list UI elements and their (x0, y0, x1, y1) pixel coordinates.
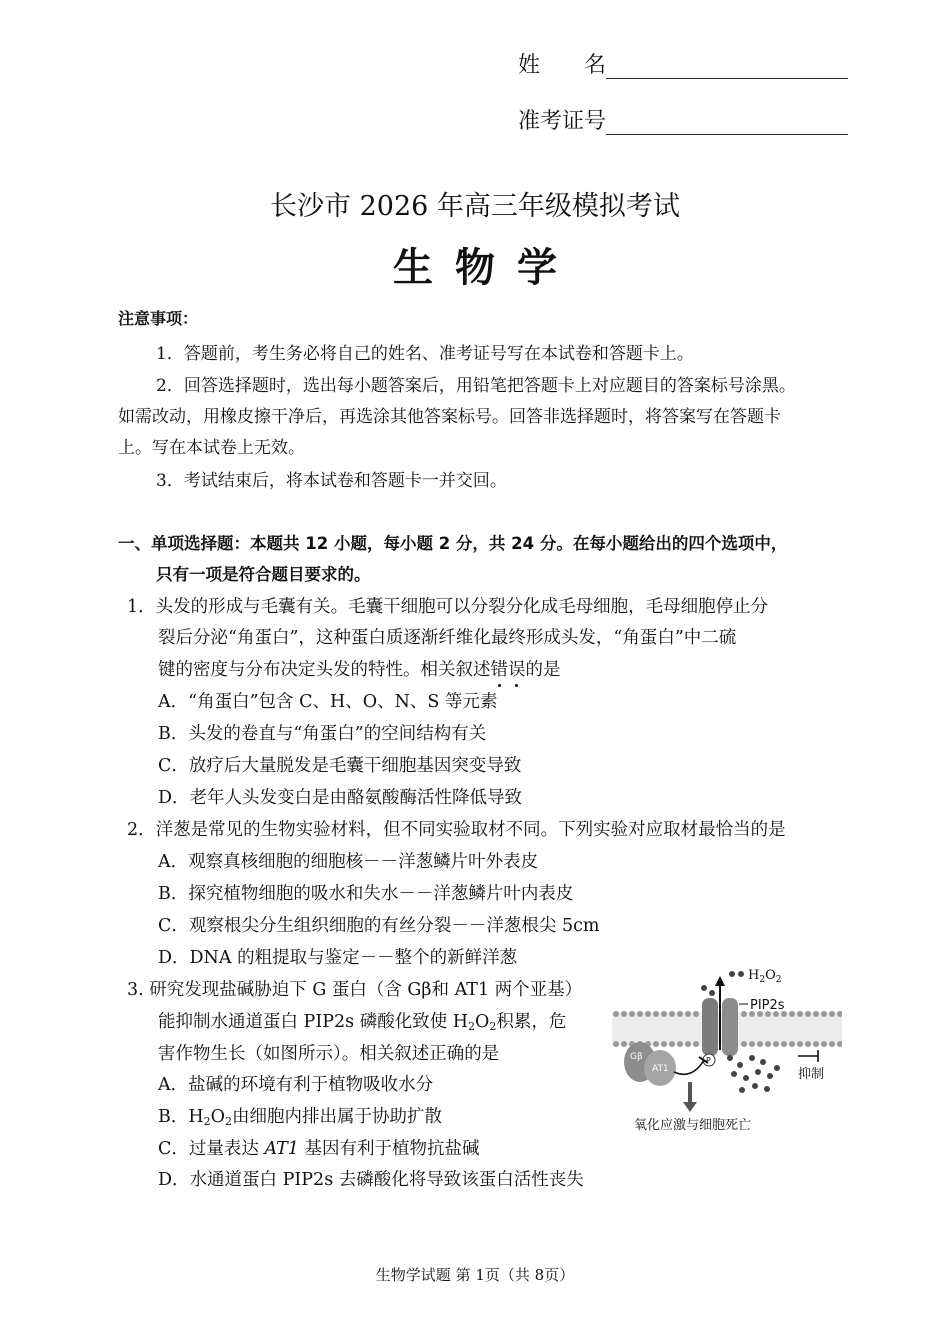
name-blank[interactable] (606, 58, 848, 79)
q3-b-post: 由细胞内排出属于协助扩散 (231, 1107, 442, 1127)
legend-inhibit-label: 抑制 (798, 1067, 825, 1082)
q3-option-b (158, 1103, 442, 1128)
q2-option-b: B．探究植物细胞的吸水和失水－－洋葱鳞片叶内表皮 (158, 884, 574, 904)
phosphate-label: P (706, 1056, 711, 1065)
q3-line2-sub1: 2 (468, 1020, 476, 1033)
inhibition-curve (674, 1060, 704, 1074)
q3-line2-pre: 能抑制水通道蛋白 PIP2s 磷酸化致使 H (158, 1012, 469, 1032)
h2o2-label: $H_2O_2$ (748, 968, 782, 985)
q3-b-sub1: 2 (203, 1115, 211, 1128)
at1-label: AT1 (652, 1064, 669, 1074)
q3-c-gene: AT1 (264, 1139, 299, 1159)
q3-stem-line-3: 害作物生长（如图所示）。相关叙述正确的是 (158, 1044, 500, 1064)
q2-option-a: A．观察真核细胞的细胞核－－洋葱鳞片叶外表皮 (158, 852, 539, 872)
q1-option-d: D．老年人头发变白是由酪氨酸酶活性降低导致 (158, 788, 523, 808)
gbeta-label: Gβ (630, 1052, 643, 1062)
down-arrow-head (683, 1102, 697, 1112)
q3-stem-line-2 (158, 1008, 566, 1033)
notice-item-3: 3．考试结束后，将本试卷和答题卡一并交回。 (156, 471, 507, 491)
notice-item-2-line-1: 2．回答选择题时，选出每小题答案后，用铅笔把答题卡上对应题目的答案标号涂黑。 (156, 376, 796, 396)
q1-stem-line-3 (158, 656, 561, 681)
q3-stem-line-1: 3. 研究发现盐碱胁迫下 G 蛋白（含 Gβ和 AT1 两个亚基） (127, 980, 583, 1000)
export-arrow-head (715, 976, 725, 986)
section-1-heading-line-2: 只有一项是符合题目要求的。 (156, 565, 371, 584)
q3-b-pre: B．H (158, 1107, 204, 1127)
name-label: 姓 名 (518, 53, 607, 78)
q2-option-d: D．DNA 的粗提取与鉴定－－整个的新鲜洋葱 (158, 948, 518, 968)
q3-line2-mid: O (475, 1012, 490, 1032)
q2-stem: 2．洋葱是常见的生物实验材料，但不同实验取材不同。下列实验对应取材最恰当的是 (127, 820, 786, 840)
id-blank[interactable] (606, 114, 848, 135)
membrane-diagram (612, 962, 842, 1142)
q3-option-a: A．盐碱的环境有利于植物吸收水分 (158, 1075, 434, 1095)
q3-line2-post: 积累，危 (496, 1012, 567, 1032)
id-label: 准考证号 (518, 109, 607, 134)
emphasis-char-1: 错 (491, 656, 509, 681)
exam-subtitle: 长沙市 2026 年高三年级模拟考试 (270, 191, 680, 222)
q3-figure (612, 962, 842, 1142)
q3-c-post: 基因有利于植物抗盐碱 (298, 1139, 480, 1159)
notice-item-1: 1．答题前，考生务必将自己的姓名、准考证号写在本试卷和答题卡上。 (156, 344, 694, 364)
notice-heading: 注意事项： (118, 309, 199, 328)
exam-title: 生物学 (393, 244, 579, 291)
id-field[interactable] (518, 104, 848, 135)
notice-item-2-line-3: 上。写在本试卷上无效。 (118, 438, 305, 458)
pip2s-label: PIP2s (750, 998, 785, 1013)
q1-stem-line-1: 1．头发的形成与毛囊有关。毛囊干细胞可以分裂分化成毛母细胞，毛母细胞停止分 (127, 597, 769, 617)
q1-option-c: C．放疗后大量脱发是毛囊干细胞基因突变导致 (158, 756, 522, 776)
q2-option-c: C．观察根尖分生组织细胞的有丝分裂－－洋葱根尖 5cm (158, 916, 600, 936)
page-footer: 生物学试题 第 1页（共 8页） (375, 1266, 575, 1284)
emphasis-char-2: 误 (508, 656, 526, 681)
h2o2-dots-inside (727, 1055, 780, 1093)
q3-option-c (158, 1135, 480, 1160)
q1-option-a: A．“角蛋白”包含 C、H、O、N、S 等元素 (158, 692, 498, 712)
q1-stem-line-3-pre: 键的密度与分布决定头发的特性。相关叙述 (158, 660, 491, 680)
notice-item-2-line-2: 如需改动，用橡皮擦干净后，再选涂其他答案标号。回答非选择题时，将答案写在答题卡 (118, 407, 781, 427)
figure-caption: 氧化应激与细胞死亡 (634, 1118, 752, 1133)
section-1-heading-line-1: 一、单项选择题：本题共 12 小题，每小题 2 分，共 24 分。在每小题给出的四个选项中， (118, 534, 788, 553)
q1-option-b: B．头发的卷直与“角蛋白”的空间结构有关 (158, 724, 487, 744)
q3-line2-sub2: 2 (489, 1020, 497, 1033)
q3-b-mid: O (210, 1107, 225, 1127)
q3-c-pre: C．过量表达 (158, 1139, 265, 1159)
q3-b-sub2: 2 (224, 1115, 232, 1128)
name-field[interactable] (518, 48, 848, 79)
q3-option-d: D．水通道蛋白 PIP2s 去磷酸化将导致该蛋白活性丧失 (158, 1170, 584, 1190)
q1-stem-line-3-post: 的是 (525, 660, 561, 680)
q1-stem-line-2: 裂后分泌“角蛋白”，这种蛋白质逐渐纤维化最终形成头发，“角蛋白”中二硫 (158, 628, 737, 648)
